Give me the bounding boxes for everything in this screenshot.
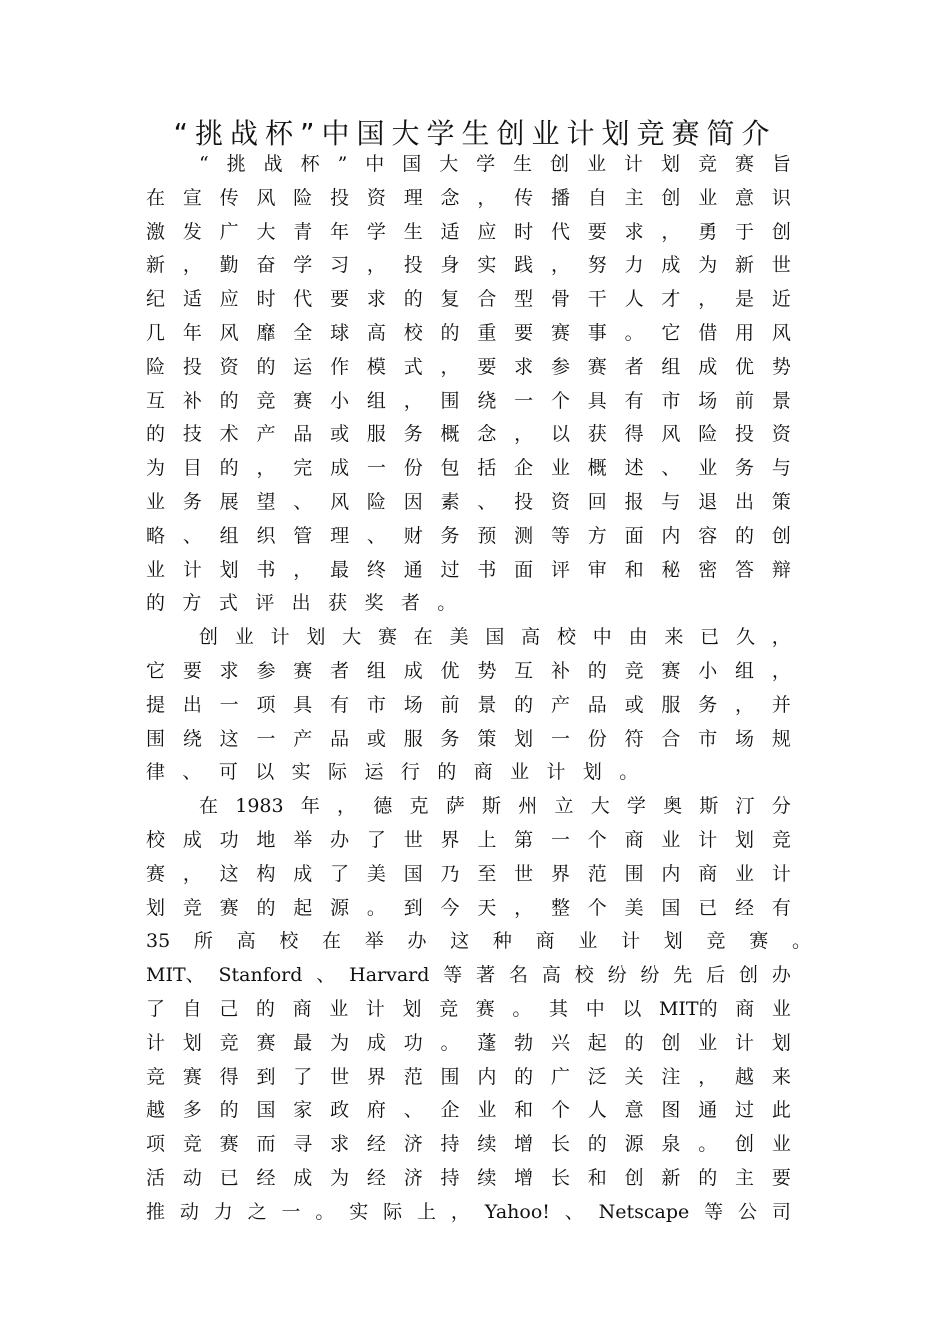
text-line: 险 投 资 的 运 作 模 式 ， 要 求 参 赛 者 组 成 优 势 <box>146 355 791 378</box>
text-line: 几 年 风 靡 全 球 高 校 的 重 要 赛 事 。 它 借 用 风 <box>146 321 791 344</box>
text-line: 业 务 展 望 、 风 险 因 素 、 投 资 回 报 与 退 出 策 <box>146 490 791 513</box>
text-line: 推 动 力 之 一 。 实 际 上 ， Yahoo! 、 Netscape 等 公 司 <box>146 1200 791 1223</box>
text-line: 在 宣 传 风 险 投 资 理 念 ， 传 播 自 主 创 业 意 识 <box>146 186 791 209</box>
text-line: 纪 适 应 时 代 要 求 的 复 合 型 骨 干 人 才 ， 是 近 <box>146 288 791 311</box>
text-line: 创 业 计 划 大 赛 在 美 国 高 校 中 由 来 已 久 ， <box>199 626 791 649</box>
text-line: 略 、 组 织 管 理 、 财 务 预 测 等 方 面 内 容 的 创 <box>146 524 791 547</box>
text-line: 新 ， 勤 奋 学 习 ， 投 身 实 践 ， 努 力 成 为 新 世 <box>146 254 791 277</box>
text-line: 竞 赛 得 到 了 世 界 范 围 内 的 广 泛 关 注 ， 越 来 <box>146 1065 791 1088</box>
text-line: 激 发 广 大 青 年 学 生 适 应 时 代 要 求 ， 勇 于 创 <box>146 220 791 243</box>
document-title: “挑战杯”中国大学生创业计划竞赛简介 <box>173 117 777 150</box>
text-line: 在 1983 年 ， 德 克 萨 斯 州 立 大 学 奥 斯 汀 分 <box>199 795 791 818</box>
text-line: 35 所 高 校 在 举 办 这 种 商 业 计 划 竞 赛 。 <box>146 930 811 953</box>
text-line: 越 多 的 国 家 政 府 、 企 业 和 个 人 意 图 通 过 此 <box>146 1099 791 1122</box>
text-line: 活 动 已 经 成 为 经 济 持 续 增 长 和 创 新 的 主 要 <box>146 1166 791 1189</box>
text-line: “ 挑 战 杯 ” 中 国 大 学 生 创 业 计 划 竞 赛 旨 <box>199 153 791 175</box>
document-body <box>146 148 811 1230</box>
text-line: 的 技 术 产 品 或 服 务 概 念 ， 以 获 得 风 险 投 资 <box>146 423 791 446</box>
text-line: 业 计 划 书 ， 最 终 通 过 书 面 评 审 和 秘 密 答 辩 <box>146 558 791 581</box>
text-line: 的 方 式 评 出 获 奖 者 。 <box>146 592 457 615</box>
text-line: 互 补 的 竞 赛 小 组 ， 围 绕 一 个 具 有 市 场 前 景 <box>146 389 791 412</box>
text-line: 划 竞 赛 的 起 源 。 到 今 天 ， 整 个 美 国 已 经 有 <box>146 896 791 919</box>
text-line: 律 、 可 以 实 际 运 行 的 商 业 计 划 。 <box>146 761 639 784</box>
text-line: 围 绕 这 一 产 品 或 服 务 策 划 一 份 符 合 市 场 规 <box>146 727 791 750</box>
text-line: 计 划 竞 赛 最 为 成 功 。 蓬 勃 兴 起 的 创 业 计 划 <box>146 1031 791 1054</box>
text-line: 为 目 的 ， 完 成 一 份 包 括 企 业 概 述 、 业 务 与 <box>146 457 791 480</box>
text-line: 赛 ， 这 构 成 了 美 国 乃 至 世 界 范 围 内 商 业 计 <box>146 862 791 885</box>
text-line: MIT、 Stanford 、 Harvard 等 著 名 高 校 纷 纷 先 后 创 办 <box>146 964 791 987</box>
text-line: 校 成 功 地 举 办 了 世 界 上 第 一 个 商 业 计 划 竞 <box>146 828 791 851</box>
text-line: 它 要 求 参 赛 者 组 成 优 势 互 补 的 竞 赛 小 组 ， <box>146 659 791 682</box>
text-line: 项 竞 赛 而 寻 求 经 济 持 续 增 长 的 源 泉 。 创 业 <box>146 1133 791 1156</box>
text-line: 了 自 己 的 商 业 计 划 竞 赛 。 其 中 以 MIT的 商 业 <box>146 997 791 1020</box>
text-line: 提 出 一 项 具 有 市 场 前 景 的 产 品 或 服 务 ， 并 <box>146 693 791 716</box>
